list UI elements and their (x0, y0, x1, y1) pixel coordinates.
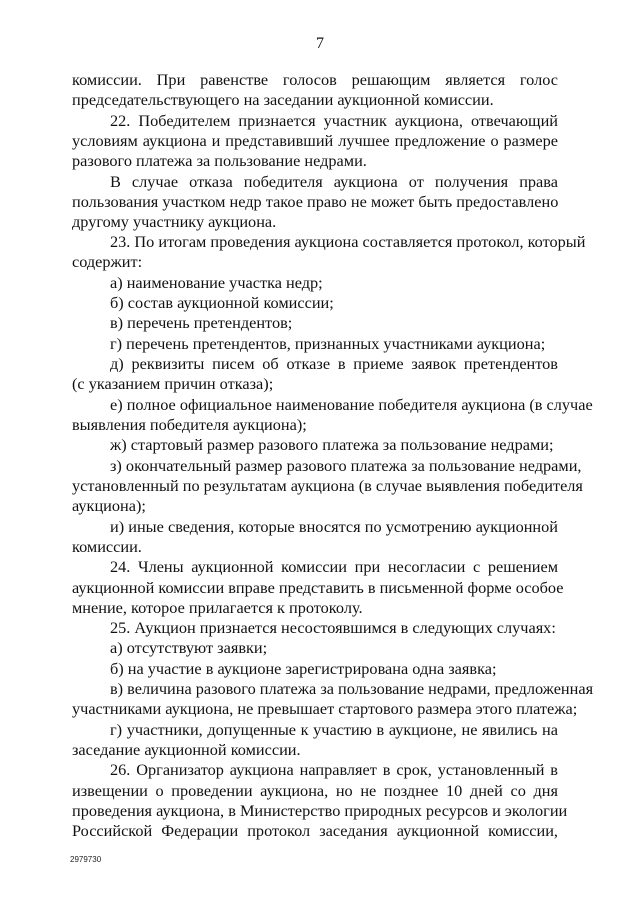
list-item: г) перечень претендентов, признанных участниками аукциона; (110, 334, 546, 353)
list-item: г) участники, допущенные к участию в аукционе, не явились на (110, 720, 558, 739)
text-line: 23. По итогам проведения аукциона составляется протокол, который (110, 232, 586, 251)
list-item: б) на участие в аукционе зарегистрирована одна заявка; (110, 659, 497, 678)
text-line: Российской Федерации протокол заседания аукционной комиссии, (72, 821, 558, 840)
text-line: аукциона); (72, 496, 146, 515)
text-line: извещении о проведении аукциона, но не позднее 10 дней со дня (72, 781, 558, 800)
list-item: в) величина разового платежа за пользование недрами, предложенная (110, 679, 594, 698)
text-line: комиссии. (72, 537, 142, 556)
list-item: з) окончательный размер разового платежа за пользование недрами, (110, 456, 582, 475)
text-line: разового платежа за пользование недрами. (72, 151, 367, 170)
list-item: е) полное официальное наименование победителя аукциона (в случае (110, 395, 593, 414)
list-item: а) отсутствуют заявки; (110, 638, 268, 657)
text-line: аукционной комиссии вправе представить в письменной форме особое (72, 578, 564, 597)
list-item: б) состав аукционной комиссии; (110, 293, 334, 312)
list-item: в) перечень претендентов; (110, 313, 293, 332)
text-line: В случае отказа победителя аукциона от получения права (110, 172, 558, 191)
list-item: д) реквизиты писем об отказе в приеме заявок претендентов (110, 354, 558, 373)
text-line: проведения аукциона, в Министерство природных ресурсов и экологии (72, 801, 568, 820)
text-line: мнение, которое прилагается к протоколу. (72, 598, 363, 617)
text-line: условиям аукциона и представивший лучшее предложение о размере (72, 131, 558, 150)
text-line: другому участнику аукциона. (72, 212, 277, 231)
text-line: комиссии. При равенстве голосов решающим является голос (72, 70, 558, 89)
text-line: участниками аукциона, не превышает стартового размера этого платежа; (72, 699, 578, 718)
text-line: председательствующего на заседании аукционной комиссии. (72, 90, 494, 109)
text-line: 24. Члены аукционной комиссии при несогласии с решением (110, 557, 558, 576)
document-id: 2979730 (70, 855, 102, 864)
text-line: (с указанием причин отказа); (72, 374, 274, 393)
list-item: и) иные сведения, которые вносятся по усмотрению аукционной (110, 517, 558, 536)
page-number: 7 (316, 35, 324, 52)
text-line: 25. Аукцион признается несостоявшимся в следующих случаях: (110, 618, 556, 637)
text-line: 22. Победителем признается участник аукциона, отвечающий (110, 111, 558, 130)
text-line: заседание аукционной комиссии. (72, 740, 301, 759)
text-line: пользования участком недр такое право не может быть предоставлено (72, 192, 559, 211)
text-line: установленный по результатам аукциона (в случае выявления победителя (72, 476, 583, 495)
text-line: содержит: (72, 252, 143, 271)
text-line: 26. Организатор аукциона направляет в срок, установленный в (110, 760, 558, 779)
text-line: выявления победителя аукциона); (72, 415, 307, 434)
list-item: ж) стартовый размер разового платежа за пользование недрами; (110, 435, 554, 454)
list-item: а) наименование участка недр; (110, 273, 323, 292)
